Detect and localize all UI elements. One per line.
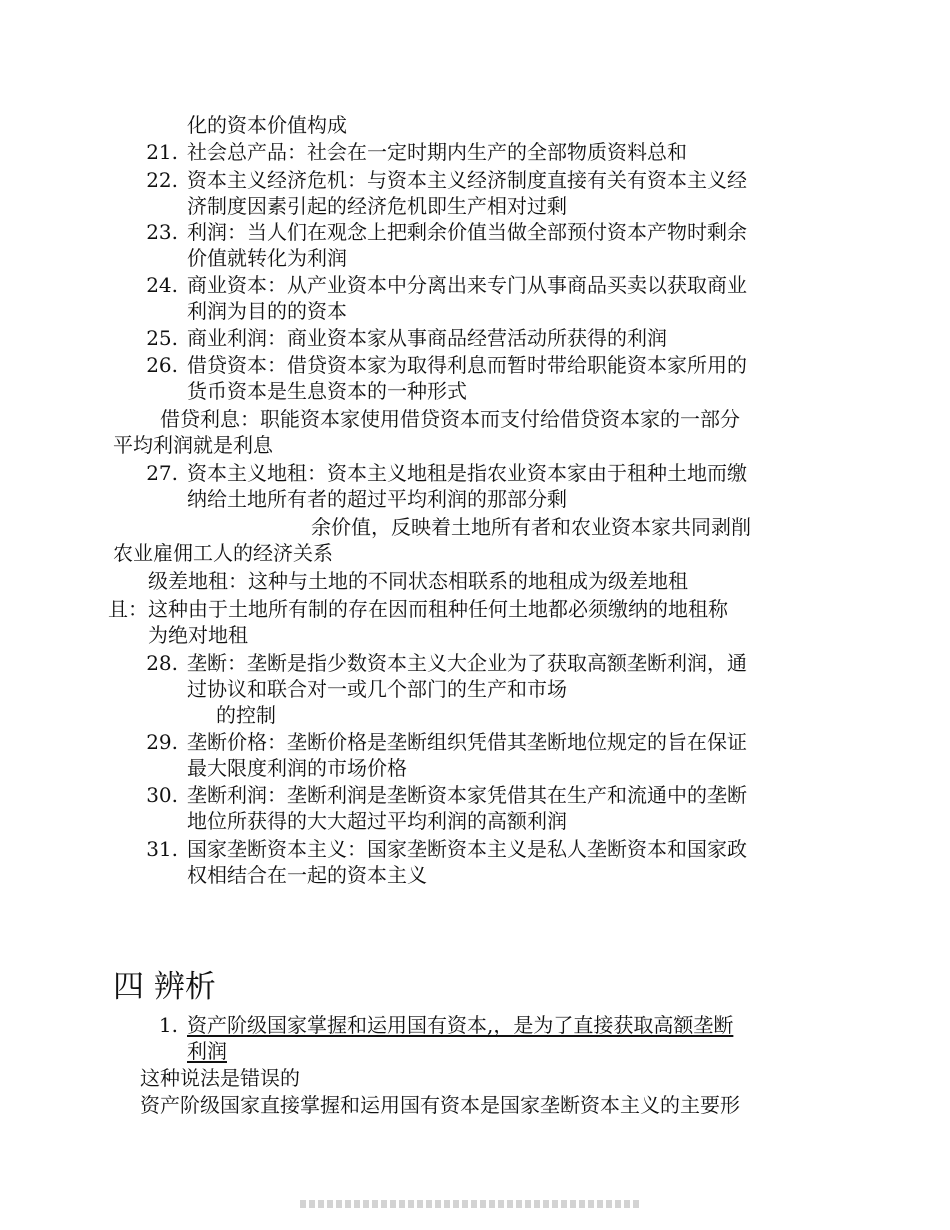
text-line: 借贷资本：借贷资本家为取得利息而暂时带给职能资本家所用的 — [187, 353, 747, 377]
answer-text: 资产阶级国家直接掌握和运用国有资本是国家垄断资本主义的主要形 — [140, 1093, 740, 1117]
answer-text: 这种说法是错误的 — [140, 1066, 300, 1090]
item-number: 26. — [146, 353, 178, 377]
text-line: 货币资本是生息资本的一种形式 — [187, 379, 467, 403]
text-line: 级差地租：这种与土地的不同状态相联系的地租成为级差地租 — [148, 569, 688, 593]
text-line: 商业资本：从产业资本中分离出来专门从事商品买卖以获取商业 — [187, 273, 747, 297]
text-line: 最大限度利润的市场价格 — [187, 756, 407, 780]
text-line: 过协议和联合对一或几个部门的生产和市场 — [187, 677, 567, 701]
text-line: 平均利润就是利息 — [113, 433, 273, 457]
text-line: 纳给土地所有者的超过平均利润的那部分剩 — [187, 487, 567, 511]
item-number: 1. — [158, 1013, 178, 1037]
text-line: 资本主义地租：资本主义地租是指农业资本家由于租种土地而缴 — [187, 461, 747, 485]
item-number: 24. — [146, 273, 178, 297]
item-number: 23. — [146, 220, 178, 244]
text-line: 农业雇佣工人的经济关系 — [113, 541, 333, 565]
text-line: 资本主义经济危机：与资本主义经济制度直接有关有资本主义经 — [187, 168, 747, 192]
question-text: 利润 — [187, 1039, 227, 1063]
text-line: 利润：当人们在观念上把剩余价值当做全部预付资本产物时剩余 — [187, 220, 747, 244]
text-line: 价值就转化为利润 — [187, 246, 347, 270]
item-number: 21. — [146, 140, 178, 164]
footer-watermark — [300, 1200, 640, 1208]
text-line: 垄断利润：垄断利润是垄断资本家凭借其在生产和流通中的垄断 — [187, 783, 747, 807]
text-line: 权相结合在一起的资本主义 — [187, 863, 427, 887]
text-line: 余价值，反映着土地所有者和农业资本家共同剥削 — [311, 515, 751, 539]
text-line: 借贷利息：职能资本家使用借贷资本而支付给借贷资本家的一部分 — [160, 407, 740, 431]
item-number: 31. — [146, 837, 178, 861]
text-line: 地位所获得的大大超过平均利润的高额利润 — [187, 809, 567, 833]
text-line: 国家垄断资本主义：国家垄断资本主义是私人垄断资本和国家政 — [187, 837, 747, 861]
text-line: 垄断价格：垄断价格是垄断组织凭借其垄断地位规定的旨在保证 — [187, 730, 747, 754]
text-line: 商业利润：商业资本家从事商品经营活动所获得的利润 — [187, 326, 667, 350]
section-heading: 四 辨析 — [113, 969, 216, 1005]
item-number: 28. — [146, 651, 178, 675]
text-line: 化的资本价值构成 — [187, 113, 347, 137]
item-number: 22. — [146, 168, 178, 192]
text-line: 为绝对地租 — [148, 623, 248, 647]
text-line: 的控制 — [216, 703, 276, 727]
text-line: 且：这种由于土地所有制的存在因而租种任何土地都必须缴纳的地租称 — [108, 597, 728, 621]
text-line: 利润为目的的资本 — [187, 299, 347, 323]
text-line: 社会总产品：社会在一定时期内生产的全部物质资料总和 — [187, 140, 687, 164]
question-text: 资产阶级国家掌握和运用国有资本,，是为了直接获取高额垄断 — [187, 1013, 734, 1037]
item-number: 25. — [146, 326, 178, 350]
item-number: 30. — [146, 783, 178, 807]
item-number: 27. — [146, 461, 178, 485]
text-line: 济制度因素引起的经济危机即生产相对过剩 — [187, 194, 567, 218]
text-line: 垄断：垄断是指少数资本主义大企业为了获取高额垄断利润，通 — [187, 651, 747, 675]
item-number: 29. — [146, 730, 178, 754]
